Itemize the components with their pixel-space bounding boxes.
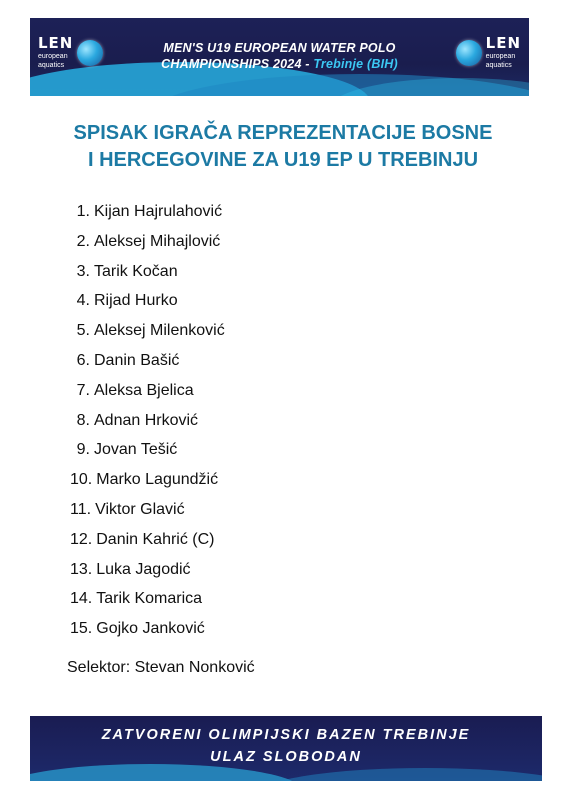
player-name: Aleksej Milenković <box>94 322 225 340</box>
coach-line: Selektor: Stevan Nonković <box>67 659 255 676</box>
list-item <box>70 316 225 346</box>
venue-line: ZATVORENI OLIMPIJSKI BAZEN TREBINJE <box>101 727 471 743</box>
player-name: Aleksa Bjelica <box>94 381 194 399</box>
len-logo-sub: european <box>485 53 516 60</box>
list-item <box>70 465 225 495</box>
player-number: 3. <box>76 262 90 280</box>
list-item <box>70 584 225 614</box>
list-item <box>70 614 225 644</box>
player-number: 9. <box>76 441 90 459</box>
player-number: 15. <box>70 620 93 638</box>
list-item <box>70 495 225 525</box>
venue-text <box>30 716 542 768</box>
banner-title-city: Trebinje (BIH) <box>313 57 398 71</box>
top-banner <box>30 18 529 96</box>
len-logo-text: LEN <box>38 34 74 52</box>
list-item <box>70 435 225 465</box>
list-item <box>70 555 225 585</box>
banner-title <box>135 40 424 72</box>
list-item <box>70 376 225 406</box>
player-number: 5. <box>76 322 90 340</box>
player-list <box>70 197 225 644</box>
len-logo-text: LEN <box>485 34 521 52</box>
player-name: Viktor Glavić <box>95 500 185 518</box>
list-item <box>70 257 225 287</box>
banner-title-line2 <box>135 56 424 72</box>
player-name: Danin Kahrić (C) <box>96 530 215 548</box>
list-item <box>70 197 225 227</box>
player-number: 4. <box>76 292 90 310</box>
player-name: Gojko Janković <box>96 620 205 638</box>
player-number: 12. <box>70 530 93 548</box>
player-number: 10. <box>70 471 93 489</box>
player-name: Marko Lagundžić <box>96 471 219 489</box>
list-item <box>70 227 225 257</box>
len-logo-sub: aquatics <box>485 62 512 69</box>
player-name: Adnan Hrković <box>94 411 199 429</box>
list-item <box>70 525 225 555</box>
player-name: Rijad Hurko <box>94 292 178 310</box>
page-title-line1: SPISAK IGRAČA REPREZENTACIJE BOSNE <box>73 122 493 144</box>
player-number: 14. <box>70 590 93 608</box>
bottom-banner <box>30 716 542 781</box>
player-name: Aleksej Mihajlović <box>94 232 221 250</box>
page-title <box>20 120 546 174</box>
len-logo-sub: aquatics <box>38 62 65 69</box>
list-item <box>70 406 225 436</box>
water-polo-ball-icon <box>456 40 482 66</box>
len-logo-sub: european <box>38 53 68 60</box>
list-item <box>70 346 225 376</box>
player-number: 13. <box>70 560 93 578</box>
player-number: 8. <box>76 411 90 429</box>
len-logo-right <box>456 36 521 69</box>
player-name: Tarik Komarica <box>96 590 203 608</box>
entry-free-line: ULAZ SLOBODAN <box>210 749 362 765</box>
player-number: 2. <box>76 232 90 250</box>
banner-title-line1: MEN'S U19 EUROPEAN WATER POLO <box>163 41 396 55</box>
water-polo-ball-icon <box>77 40 103 66</box>
len-wordmark <box>486 36 521 69</box>
player-number: 7. <box>76 381 90 399</box>
len-logo-left <box>38 36 103 69</box>
player-name: Kijan Hajrulahović <box>94 203 223 220</box>
player-name: Luka Jagodić <box>96 560 191 578</box>
player-name: Jovan Tešić <box>94 441 178 459</box>
len-wordmark <box>38 36 73 69</box>
player-name: Danin Bašić <box>94 351 180 369</box>
player-name: Tarik Kočan <box>94 262 178 280</box>
player-number: 11. <box>70 500 92 518</box>
banner-title-championships: CHAMPIONSHIPS 2024 - <box>161 57 314 71</box>
page-title-line2: I HERCEGOVINE ZA U19 EP U TREBINJU <box>87 149 479 171</box>
player-number: 6. <box>76 351 90 369</box>
list-item <box>70 286 225 316</box>
banner-wave <box>260 768 542 781</box>
player-number: 1. <box>76 203 90 220</box>
